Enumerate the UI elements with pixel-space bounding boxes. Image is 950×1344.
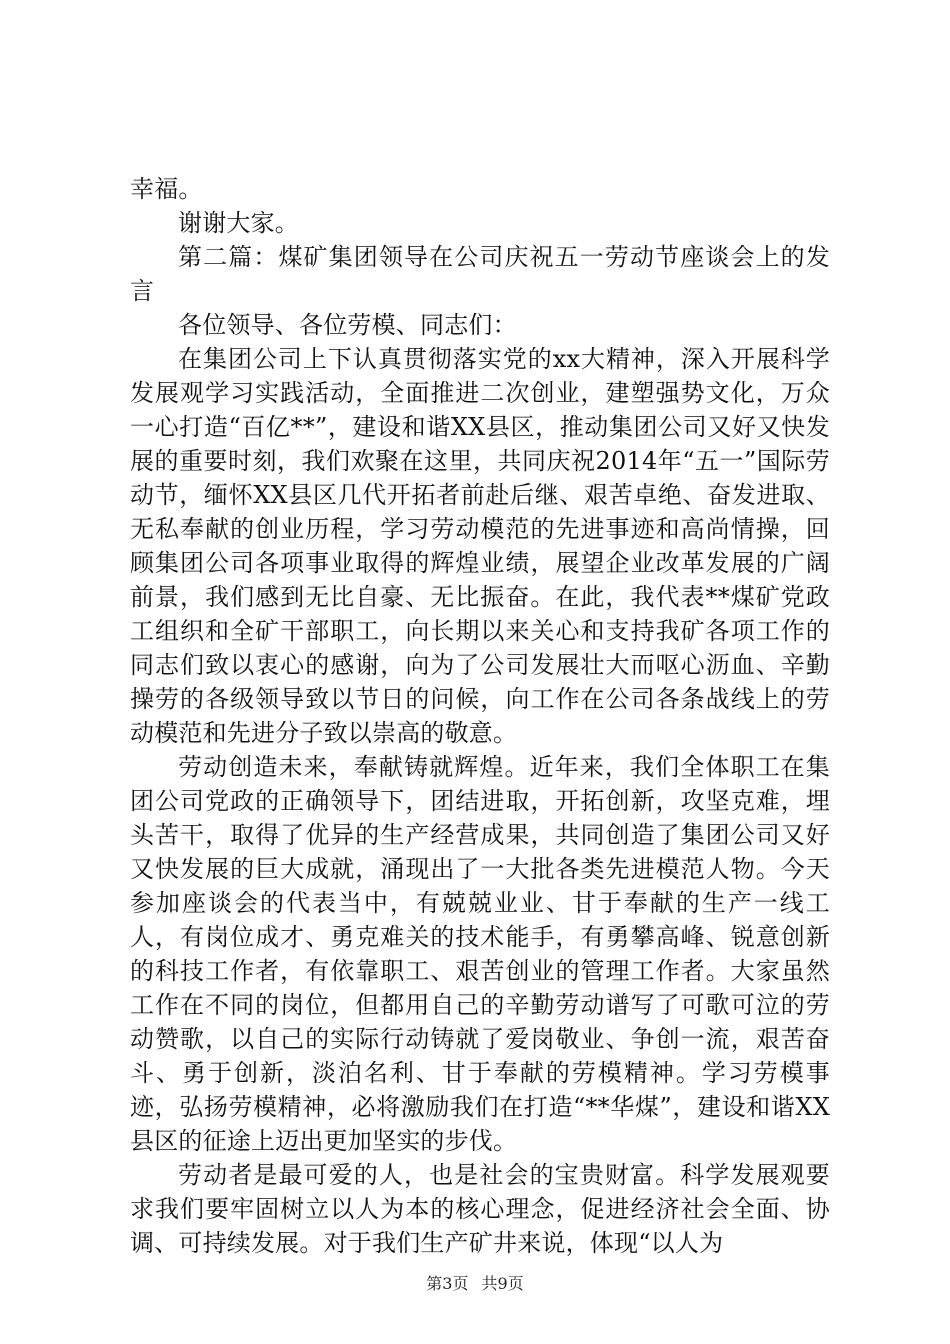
page-total: 共9页 xyxy=(481,1274,524,1293)
salutation: 各位领导、各位劳模、同志们： xyxy=(178,311,517,339)
paragraph-6: 劳动创造未来，奉献铸就辉煌。近年来，我们全体职工在集团公司党政的正确领导下，团结进取，开拓创新，攻坚克难，埋头苦干，取得了优异的生产经营成果，共同创造了集团公司又好又快发展的巨大成就，涌现出了一大批各类先进模范人物。今天参加座谈会的代表当中，有兢兢业业、甘于奉献的生产一线工人，有岗位成才、勇克难关的技术能手，有勇攀高峰、锐意创新的科技工作者，有依靠职工、艰苦创业的管理工作者。大家虽然工作在不同的岗位，但都用自己的辛勤劳动谱写了可歌可泣的劳动赞歌，以自己的实际行动铸就了爱岗敬业、争创一流，艰苦奋斗、勇于创新，淡泊名利、甘于奉献的劳模精神。学习劳模事迹，弘扬劳模精神，必将激励我们在打造“**华煤”，建设和谐XX县区的征途上迈出更加坚实的步伐。 xyxy=(130,753,830,1155)
page-footer xyxy=(0,1273,950,1295)
section-heading: 第二篇：煤矿集团领导在公司庆祝五一劳动节座谈会上的发言 xyxy=(130,243,830,305)
paragraph-2: 谢谢大家。 xyxy=(178,209,299,237)
paragraph-5: 在集团公司上下认真贯彻落实党的xx大精神，深入开展科学发展观学习实践活动，全面推进二次创业，建塑强势文化，万众一心打造“百亿**”，建设和谐XX县区，推动集团公司又好又快发展的重要时刻，我们欢聚在这里，共同庆祝2014年“五一”国际劳动节，缅怀XX县区几代开拓者前赴后继、艰苦卓绝、奋发进取、无私奉献的创业历程，学习劳动模范的先进事迹和高尚情操，回顾集团公司各项事业取得的辉煌业绩，展望企业改革发展的广阔前景，我们感到无比自豪、无比振奋。在此，我代表**煤矿党政工组织和全矿干部职工，向长期以来关心和支持我矿各项工作的同志们致以衷心的感谢，向为了公司发展壮大而呕心沥血、辛勤操劳的各级领导致以节日的问候，向工作在公司各条战线上的劳动模范和先进分子致以崇高的敬意。 xyxy=(130,345,830,747)
paragraph-1: 幸福。 xyxy=(130,175,203,203)
document-body xyxy=(130,172,830,1260)
paragraph-7: 劳动者是最可爱的人，也是社会的宝贵财富。科学发展观要求我们要牢固树立以人为本的核心理念，促进经济社会全面、协调、可持续发展。对于我们生产矿井来说，体现“以人为 xyxy=(130,1161,830,1257)
page-number: 第3页 xyxy=(426,1274,469,1293)
